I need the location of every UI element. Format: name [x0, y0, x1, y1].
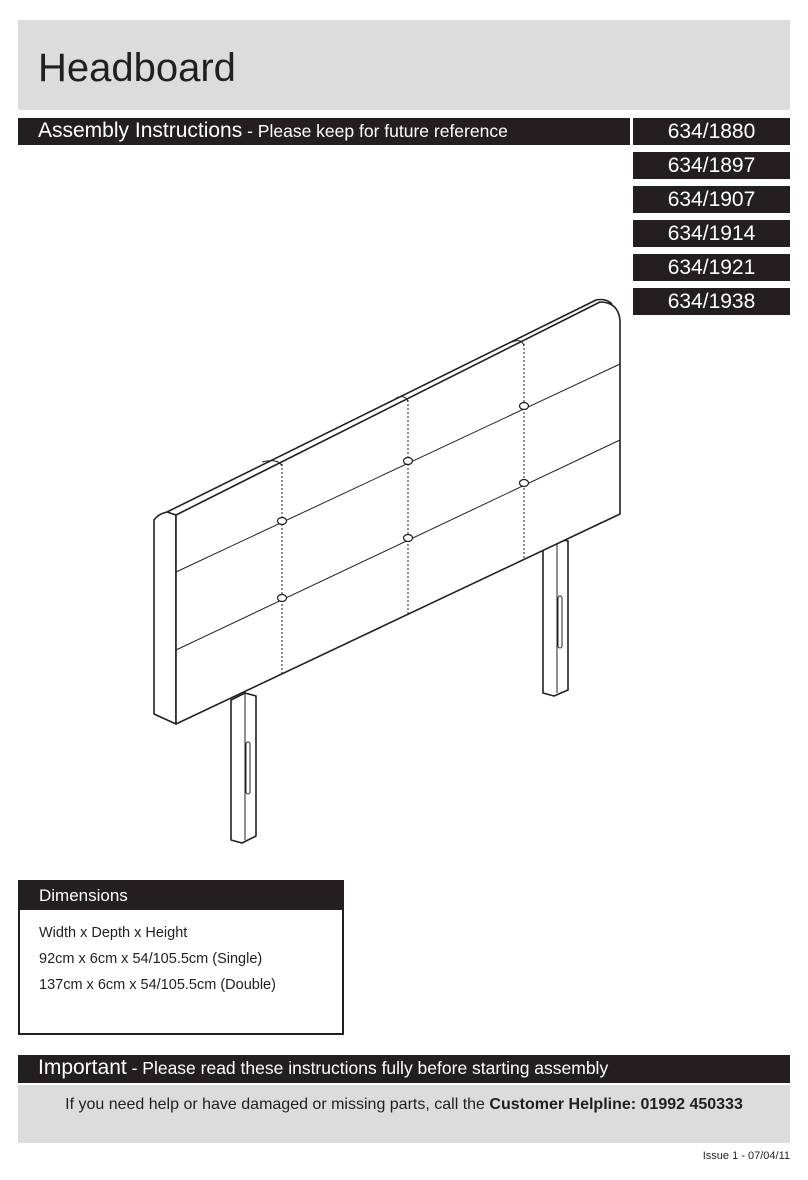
right-leg — [543, 539, 568, 696]
document-title: Headboard — [38, 46, 236, 90]
customer-helpline-number: Customer Helpline: 01992 450333 — [489, 1096, 743, 1113]
assembly-heading-main: Assembly Instructions — [38, 119, 243, 142]
product-code: 634/1938 — [633, 288, 790, 315]
headboard-illustration — [140, 295, 640, 855]
product-code: 634/1907 — [633, 186, 790, 213]
dimensions-heading: Dimensions — [39, 886, 128, 905]
product-code: 634/1897 — [633, 152, 790, 179]
assembly-heading — [38, 119, 508, 143]
assembly-instructions-bar — [18, 118, 630, 145]
issue-date: Issue 1 - 07/04/11 — [702, 1150, 790, 1162]
dimensions-line: Width x Depth x Height — [39, 925, 188, 941]
helpline-message: If you need help or have damaged or missing parts, call the — [65, 1096, 490, 1113]
product-code: 634/1914 — [633, 220, 790, 247]
important-heading — [38, 1056, 608, 1080]
assembly-heading-sub: - Please keep for future reference — [242, 121, 508, 141]
dimensions-line: 137cm x 6cm x 54/105.5cm (Double) — [39, 977, 276, 993]
dimensions-box — [18, 880, 344, 1035]
dimensions-line: 92cm x 6cm x 54/105.5cm (Single) — [39, 951, 263, 967]
headboard-side — [154, 512, 176, 724]
important-heading-sub: - Please read these instructions fully before starting assembly — [126, 1058, 609, 1078]
helpline-text — [18, 1096, 790, 1114]
helpline-band — [18, 1085, 790, 1143]
important-heading-main: Important — [38, 1056, 127, 1079]
left-leg — [231, 693, 256, 843]
product-code: 634/1921 — [633, 254, 790, 281]
dimensions-header — [20, 882, 342, 910]
product-code: 634/1880 — [633, 118, 790, 145]
title-band — [18, 20, 790, 110]
important-bar — [18, 1055, 790, 1083]
